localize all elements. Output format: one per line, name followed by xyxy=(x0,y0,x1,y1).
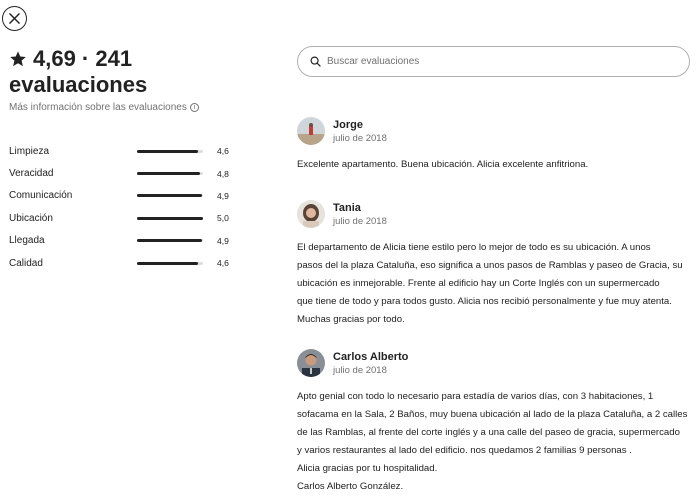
review-text-line: Muchas gracias por todo. xyxy=(297,313,405,325)
category-label: Llegada xyxy=(9,235,45,247)
info-icon: i xyxy=(190,103,199,112)
category-label: Comunicación xyxy=(9,190,73,202)
category-bar-fill xyxy=(137,194,202,197)
category-bar-fill xyxy=(137,239,202,242)
category-value: 5,0 xyxy=(217,213,229,224)
category-row xyxy=(9,140,239,162)
avatar-image xyxy=(297,117,325,145)
review-item xyxy=(297,116,692,174)
review-text-line: ubicación es inmejorable. Frente al edificio hay un Corte Inglés con un supermercado xyxy=(297,277,660,289)
review-item xyxy=(297,199,692,329)
reviews-heading: evaluaciones xyxy=(9,72,148,97)
category-bar-fill xyxy=(137,262,198,265)
avatar[interactable] xyxy=(297,117,325,145)
review-text-line: y varios restaurantes al lado del edificio. nos quedamos 2 familias 9 personas . xyxy=(297,444,632,456)
category-bar xyxy=(137,194,203,197)
category-ratings xyxy=(9,140,239,274)
category-bar-fill xyxy=(137,172,200,175)
review-date: julio de 2018 xyxy=(333,215,387,227)
review-header xyxy=(297,116,692,146)
category-bar xyxy=(137,217,203,220)
category-value: 4,9 xyxy=(217,235,229,246)
search-box[interactable] xyxy=(297,46,690,77)
review-text-line: Alicia gracias por tu hospitalidad. xyxy=(297,462,438,474)
review-text-line: pasos del la plaza Cataluña, eso significa a unos pasos de Ramblas y paseo de Gracia, su xyxy=(297,259,683,271)
review-text-line: Excelente apartamento. Buena ubicación. Alicia excelente anfitriona. xyxy=(297,159,589,170)
reviewer-name: Carlos Alberto xyxy=(333,350,409,363)
reviewer-name: Tania xyxy=(333,201,361,214)
star-icon xyxy=(9,50,27,68)
category-label: Calidad xyxy=(9,257,43,269)
review-date: julio de 2018 xyxy=(333,132,387,144)
review-text-line: sofacama en la Sala, 2 Baños, muy buena ubicación al lado de la plaza Cataluña, a 2 calles xyxy=(297,408,688,420)
review-header xyxy=(297,348,692,378)
category-bar xyxy=(137,172,203,175)
review-text xyxy=(297,156,692,174)
category-row xyxy=(9,185,239,207)
avatar[interactable] xyxy=(297,200,325,228)
category-row xyxy=(9,230,239,252)
close-icon xyxy=(9,13,20,24)
review-text-line: que tiene de todo y para todos gusto. Alicia nos recibió personalmente y fue muy atenta. xyxy=(297,295,672,307)
category-bar-fill xyxy=(137,217,203,220)
review-text-line: Carlos Alberto González. xyxy=(297,480,404,492)
review-text-line: Apto genial con todo lo necesario para estadía de varios días, con 3 habitaciones, 1 xyxy=(297,391,654,402)
category-value: 4,9 xyxy=(217,190,229,201)
category-label: Ubicación xyxy=(9,212,53,224)
close-button[interactable] xyxy=(2,6,27,31)
avatar-image xyxy=(297,349,325,377)
review-date: julio de 2018 xyxy=(333,364,387,376)
review-text-line: de las Ramblas, al frente del corte inglés y a una calle del paseo de gracia, supermercado xyxy=(297,426,680,438)
category-row xyxy=(9,252,239,274)
more-info-link[interactable] xyxy=(9,102,199,113)
rating-line xyxy=(9,46,199,72)
category-row xyxy=(9,207,239,229)
search-icon xyxy=(310,56,321,67)
review-text-line: El departamento de Alicia tiene estilo pero lo mejor de todo es su ubicación. A unos xyxy=(297,242,651,253)
reviewer-name: Jorge xyxy=(333,118,363,131)
avatar-image xyxy=(297,200,325,228)
category-label: Limpieza xyxy=(9,145,50,157)
category-bar-fill xyxy=(137,150,198,153)
review-text xyxy=(297,388,692,495)
category-label: Veracidad xyxy=(9,168,54,180)
rating-value-count: 4,69 · 241 xyxy=(33,46,133,71)
category-row xyxy=(9,162,239,184)
review-text xyxy=(297,239,692,329)
category-value: 4,6 xyxy=(217,258,229,269)
rating-summary xyxy=(9,46,199,113)
category-value: 4,6 xyxy=(217,146,229,157)
category-value: 4,8 xyxy=(217,168,229,179)
category-bar xyxy=(137,239,203,242)
category-bar xyxy=(137,262,203,265)
review-header xyxy=(297,199,692,229)
category-bar xyxy=(137,150,203,153)
search-input[interactable] xyxy=(327,56,689,67)
more-info-label: Más información sobre las evaluaciones xyxy=(9,102,187,113)
avatar[interactable] xyxy=(297,349,325,377)
review-item xyxy=(297,348,692,495)
